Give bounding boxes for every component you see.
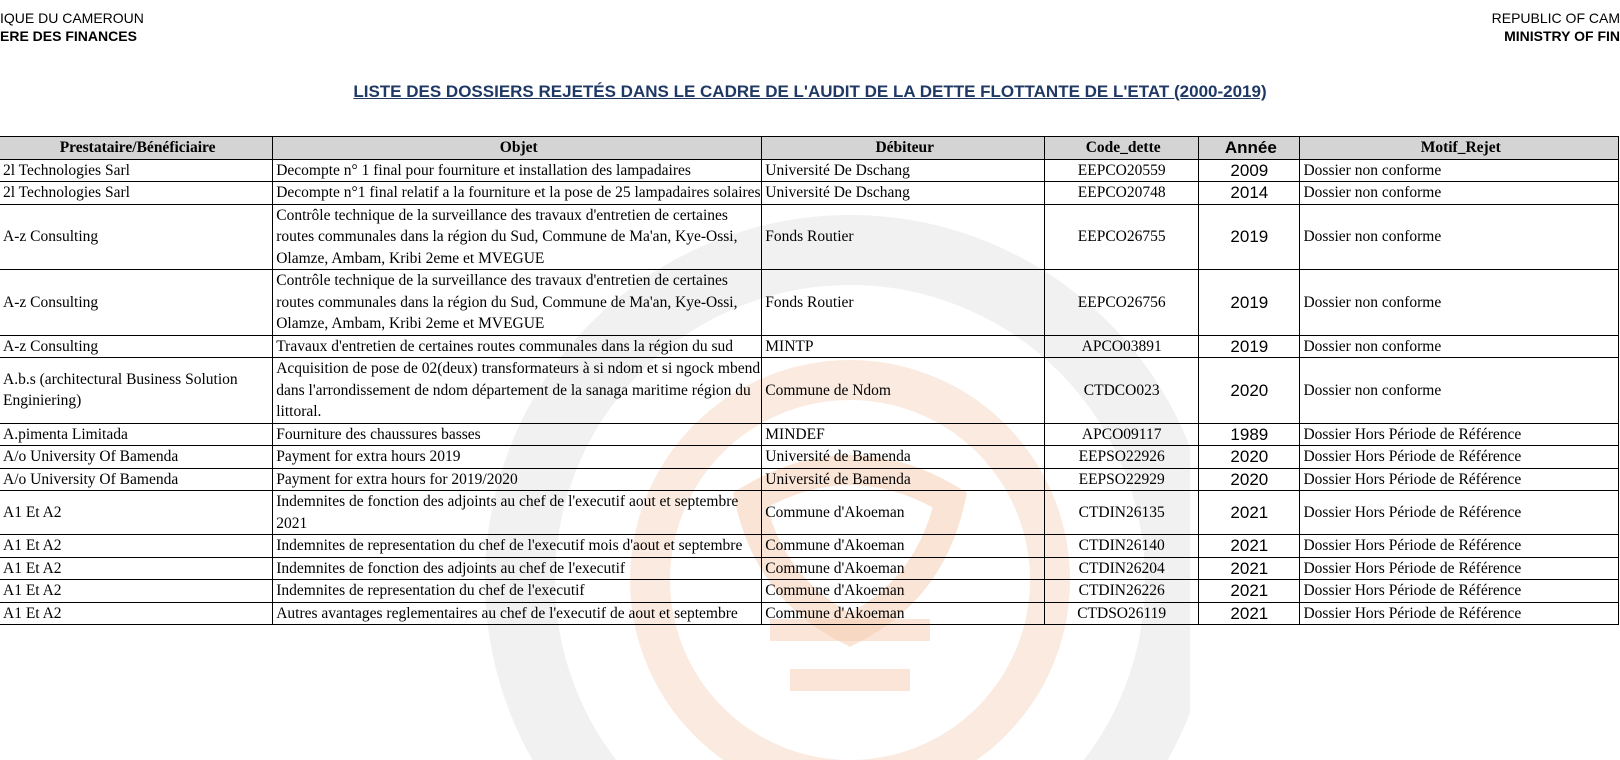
cell-debiteur: Fonds Routier xyxy=(762,270,1045,336)
table-row xyxy=(0,182,1619,205)
cell-prestataire: A-z Consulting xyxy=(0,270,273,336)
table-row xyxy=(0,358,1619,424)
cell-objet: Acquisition de pose de 02(deux) transformateurs à si ndom et si ngock mbend dans l'arrondissement de ndom département de la sanaga maritime région du littoral. xyxy=(273,358,762,424)
cell-annee: 2021 xyxy=(1199,535,1300,558)
cell-prestataire: A1 Et A2 xyxy=(0,602,273,625)
cell-prestataire: 2l Technologies Sarl xyxy=(0,159,273,182)
cell-motif-rejet: Dossier Hors Période de Référence xyxy=(1300,423,1619,446)
cell-objet: Payment for extra hours for 2019/2020 xyxy=(273,468,762,491)
cell-motif-rejet: Dossier non conforme xyxy=(1300,182,1619,205)
cell-objet: Indemnites de representation du chef de l'executif mois d'aout et septembre xyxy=(273,535,762,558)
cell-prestataire: A-z Consulting xyxy=(0,204,273,270)
cell-annee: 2021 xyxy=(1199,557,1300,580)
cell-annee: 2020 xyxy=(1199,468,1300,491)
cell-prestataire: A/o University Of Bamenda xyxy=(0,468,273,491)
cell-motif-rejet: Dossier Hors Période de Référence xyxy=(1300,535,1619,558)
table-row xyxy=(0,423,1619,446)
cell-debiteur: Commune d'Akoeman xyxy=(762,602,1045,625)
cell-annee: 1989 xyxy=(1199,423,1300,446)
cell-objet: Travaux d'entretien de certaines routes communales dans la région du sud xyxy=(273,335,762,358)
cell-debiteur: Commune d'Akoeman xyxy=(762,491,1045,535)
cell-motif-rejet: Dossier Hors Période de Référence xyxy=(1300,468,1619,491)
cell-motif-rejet: Dossier non conforme xyxy=(1300,358,1619,424)
table-header-row xyxy=(0,137,1619,160)
cell-objet: Contrôle technique de la surveillance des travaux d'entretien de certaines routes communales dans la région du Sud, Commune de Ma'an, Kye-Ossi, Olamze, Ambam, Kribi 2eme et MVEGUE xyxy=(273,204,762,270)
table-row xyxy=(0,491,1619,535)
cell-annee: 2019 xyxy=(1199,204,1300,270)
cell-prestataire: A.b.s (architectural Business Solution Enginiering) xyxy=(0,358,273,424)
cell-annee: 2014 xyxy=(1199,182,1300,205)
table-row xyxy=(0,468,1619,491)
cell-objet: Indemnites de fonction des adjoints au chef de l'executif aout et septembre 2021 xyxy=(273,491,762,535)
cell-code-dette: APCO03891 xyxy=(1045,335,1199,358)
cell-motif-rejet: Dossier Hors Période de Référence xyxy=(1300,491,1619,535)
cell-debiteur: Commune d'Akoeman xyxy=(762,557,1045,580)
cell-motif-rejet: Dossier non conforme xyxy=(1300,270,1619,336)
cell-debiteur: MINTP xyxy=(762,335,1045,358)
cell-objet: Autres avantages reglementaires au chef de l'executif de aout et septembre xyxy=(273,602,762,625)
header-left-country: IQUE DU CAMEROUN xyxy=(0,10,144,26)
header-right-country: REPUBLIC OF CAM xyxy=(1491,10,1620,26)
column-header-motif-rejet: Motif_Rejet xyxy=(1300,137,1619,160)
cell-debiteur: Commune de Ndom xyxy=(762,358,1045,424)
cell-prestataire: A1 Et A2 xyxy=(0,491,273,535)
cell-code-dette: EEPCO20748 xyxy=(1045,182,1199,205)
cell-debiteur: Commune d'Akoeman xyxy=(762,535,1045,558)
cell-objet: Decompte n°1 final relatif a la fourniture et la pose de 25 lampadaires solaires xyxy=(273,182,762,205)
document-title: LISTE DES DOSSIERS REJETÉS DANS LE CADRE DE L'AUDIT DE LA DETTE FLOTTANTE DE L'ETAT (2000-2019) xyxy=(353,82,1267,101)
cell-debiteur: Fonds Routier xyxy=(762,204,1045,270)
column-header-objet: Objet xyxy=(273,137,762,160)
cell-prestataire: A/o University Of Bamenda xyxy=(0,446,273,469)
cell-code-dette: EEPSO22929 xyxy=(1045,468,1199,491)
table-row xyxy=(0,270,1619,336)
cell-motif-rejet: Dossier non conforme xyxy=(1300,335,1619,358)
cell-code-dette: EEPCO26756 xyxy=(1045,270,1199,336)
cell-debiteur: Commune d'Akoeman xyxy=(762,580,1045,603)
cell-code-dette: CTDIN26135 xyxy=(1045,491,1199,535)
cell-prestataire: A1 Et A2 xyxy=(0,580,273,603)
cell-debiteur: Université de Bamenda xyxy=(762,446,1045,469)
table-row xyxy=(0,335,1619,358)
cell-motif-rejet: Dossier Hors Période de Référence xyxy=(1300,602,1619,625)
cell-debiteur: MINDEF xyxy=(762,423,1045,446)
cell-motif-rejet: Dossier Hors Période de Référence xyxy=(1300,580,1619,603)
cell-objet: Indemnites de representation du chef de l'executif xyxy=(273,580,762,603)
rejected-files-table xyxy=(0,136,1619,625)
cell-prestataire: A.pimenta Limitada xyxy=(0,423,273,446)
cell-prestataire: 2l Technologies Sarl xyxy=(0,182,273,205)
table-row xyxy=(0,535,1619,558)
cell-objet: Contrôle technique de la surveillance des travaux d'entretien de certaines routes communales dans la région du Sud, Commune de Ma'an, Kye-Ossi, Olamze, Ambam, Kribi 2eme et MVEGUE xyxy=(273,270,762,336)
table-row xyxy=(0,159,1619,182)
cell-code-dette: EEPCO26755 xyxy=(1045,204,1199,270)
cell-debiteur: Université de Bamenda xyxy=(762,468,1045,491)
cell-prestataire: A-z Consulting xyxy=(0,335,273,358)
table-row xyxy=(0,204,1619,270)
cell-code-dette: CTDCO023 xyxy=(1045,358,1199,424)
column-header-annee: Année xyxy=(1199,137,1300,160)
cell-debiteur: Université De Dschang xyxy=(762,159,1045,182)
cell-code-dette: EEPCO20559 xyxy=(1045,159,1199,182)
cell-code-dette: CTDIN26226 xyxy=(1045,580,1199,603)
cell-objet: Fourniture des chaussures basses xyxy=(273,423,762,446)
cell-motif-rejet: Dossier non conforme xyxy=(1300,159,1619,182)
table-row xyxy=(0,602,1619,625)
table-row xyxy=(0,446,1619,469)
cell-prestataire: A1 Et A2 xyxy=(0,535,273,558)
cell-annee: 2021 xyxy=(1199,491,1300,535)
column-header-code-dette: Code_dette xyxy=(1045,137,1199,160)
cell-motif-rejet: Dossier Hors Période de Référence xyxy=(1300,446,1619,469)
cell-motif-rejet: Dossier non conforme xyxy=(1300,204,1619,270)
table-row xyxy=(0,557,1619,580)
table-row xyxy=(0,580,1619,603)
cell-code-dette: APCO09117 xyxy=(1045,423,1199,446)
header-left xyxy=(0,9,144,45)
cell-annee: 2009 xyxy=(1199,159,1300,182)
cell-debiteur: Université De Dschang xyxy=(762,182,1045,205)
cell-annee: 2019 xyxy=(1199,335,1300,358)
cell-annee: 2020 xyxy=(1199,358,1300,424)
cell-code-dette: CTDIN26140 xyxy=(1045,535,1199,558)
header-right-ministry: MINISTRY OF FIN xyxy=(1504,28,1620,44)
column-header-prestataire: Prestataire/Bénéficiaire xyxy=(0,137,273,160)
cell-code-dette: EEPSO22926 xyxy=(1045,446,1199,469)
cell-objet: Decompte n° 1 final pour fourniture et installation des lampadaires xyxy=(273,159,762,182)
column-header-debiteur: Débiteur xyxy=(762,137,1045,160)
cell-code-dette: CTDSO26119 xyxy=(1045,602,1199,625)
cell-annee: 2020 xyxy=(1199,446,1300,469)
header-left-ministry: ERE DES FINANCES xyxy=(0,28,137,44)
cell-prestataire: A1 Et A2 xyxy=(0,557,273,580)
cell-annee: 2021 xyxy=(1199,580,1300,603)
cell-annee: 2021 xyxy=(1199,602,1300,625)
cell-objet: Indemnites de fonction des adjoints au chef de l'executif xyxy=(273,557,762,580)
cell-objet: Payment for extra hours 2019 xyxy=(273,446,762,469)
cell-code-dette: CTDIN26204 xyxy=(1045,557,1199,580)
header-right xyxy=(1492,9,1620,45)
cell-motif-rejet: Dossier Hors Période de Référence xyxy=(1300,557,1619,580)
cell-annee: 2019 xyxy=(1199,270,1300,336)
